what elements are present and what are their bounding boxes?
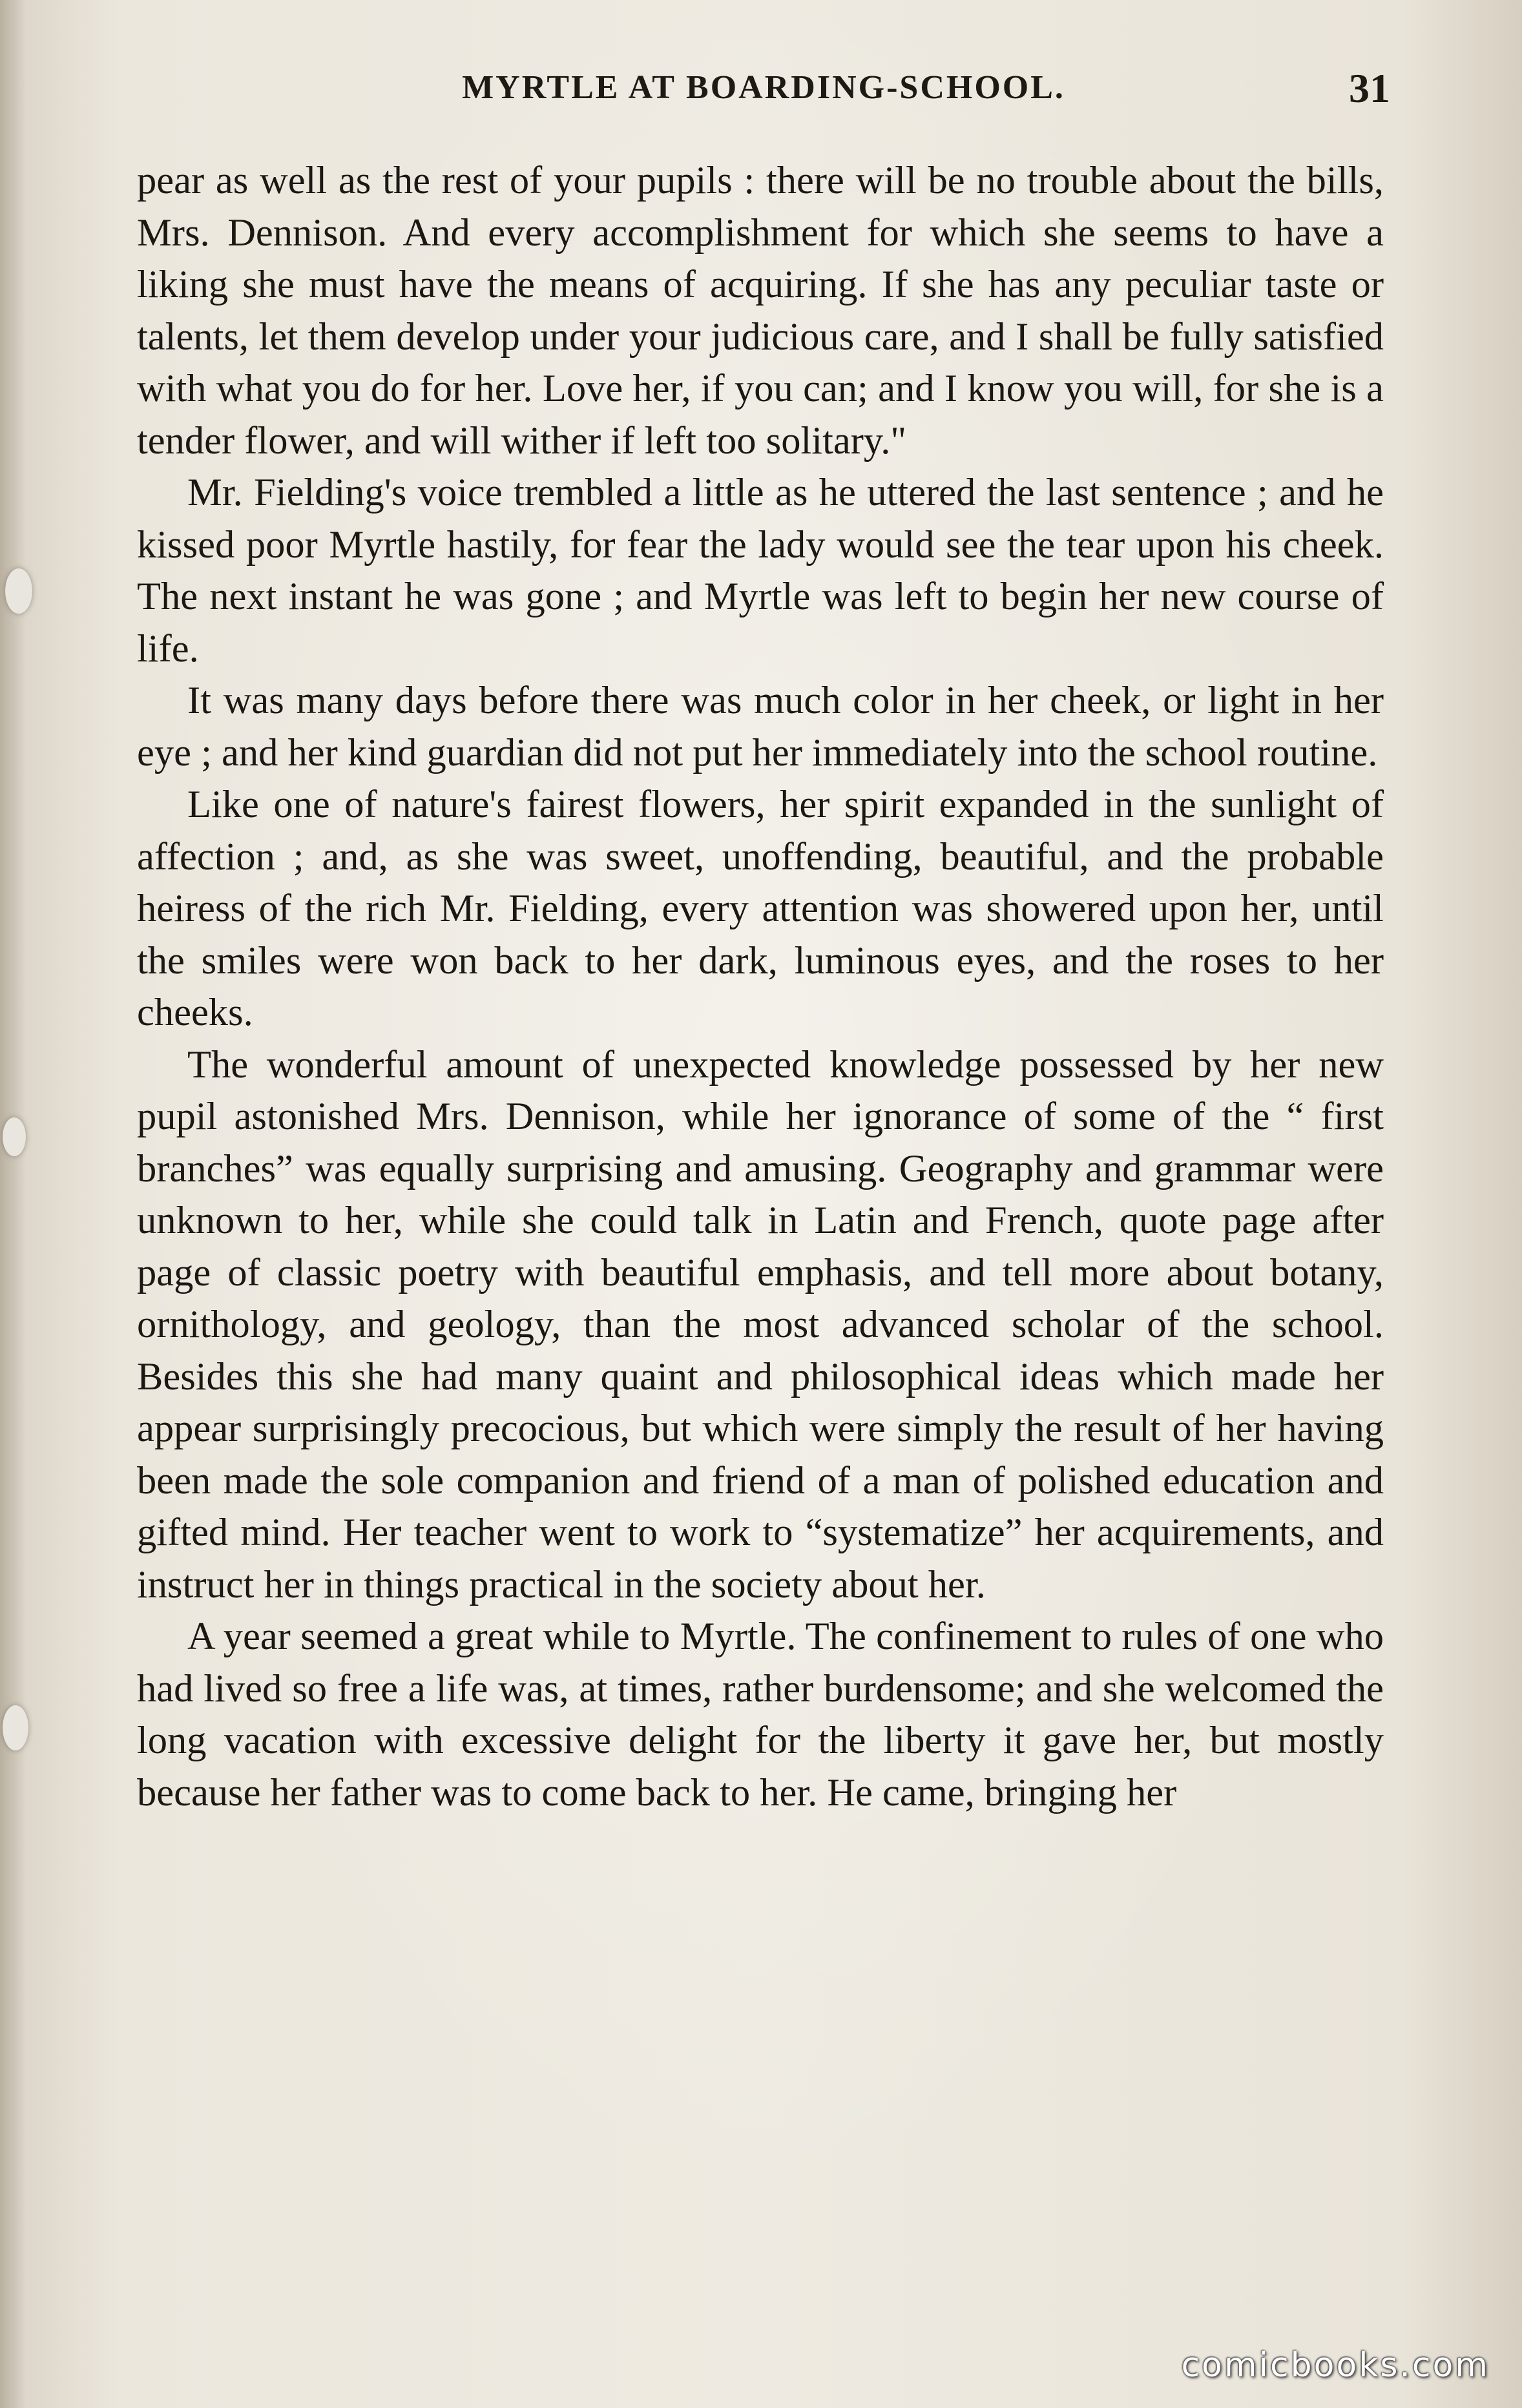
paragraph: pear as well as the rest of your pupils : there will be no trouble about the bills, Mrs. Dennison. And every accomplishment for which she seems to have a liking she must have the means of acquiring. If she has any peculiar taste or talents, let them develop under your judicious care, and I shall be fully satisfied with what you do for her. Love her, if you can; and I know you will, for she is a tender flower, and will wither if left too solitary." [137,159,1384,462]
paragraph: It was many days before there was much color in her cheek, or light in her eye ; and her kind guardian did not put her immediately into the school routine. [137,679,1384,774]
watermark: comicbooks.com [1181,2346,1490,2385]
page-edge-shadow [0,0,26,2408]
paragraph: Like one of nature's fairest flowers, her spirit expanded in the sunlight of affection ; and, as she was sweet, unoffending, beautiful, and the probable heiress of the rich Mr. Fielding, every attention was showered upon her, until the smiles were won back to her dark, luminous eyes, and the roses to her cheeks. [137,783,1384,1034]
page-number: 31 [1349,65,1390,111]
running-head-title: MYRTLE AT BOARDING-SCHOOL. [462,69,1065,106]
body-text [137,155,1384,1819]
paper-blemish [5,568,32,614]
paper-blemish [3,1705,28,1750]
paragraph: Mr. Fielding's voice trembled a little as he uttered the last sentence ; and he kissed poor Myrtle hastily, for fear the lady would see the tear upon his cheek. The next instant he was gone ; and Myrtle was left to begin her new course of life. [137,471,1384,670]
paragraph: A year seemed a great while to Myrtle. The confinement to rules of one who had lived so free a life was, at times, rather burdensome; and she welcomed the long vacation with excessive delight for the liberty it gave her, but mostly because her father was to come back to her. He came, bringing her [137,1615,1384,1814]
paragraph: The wonderful amount of unexpected knowledge possessed by her new pupil astonished Mrs. Dennison, while her ignorance of some of the “ first branches” was equally surprising and amusing. Geography and grammar were unknown to her, while she could talk in Latin and French, quote page after page of classic poetry with beautiful emphasis, and tell more about botany, ornithology, and geology, than the most advanced scholar of the school. Besides this she had many quaint and philosophical ideas which made her appear surprisingly precocious, but which were simply the result of her having been made the sole companion and friend of a man of polished education and gifted mind. Her teacher went to work to “systematize” her acquirements, and instruct her in things practical in the society about her. [137,1043,1384,1606]
page-header [137,65,1390,116]
paper-blemish [3,1117,26,1156]
